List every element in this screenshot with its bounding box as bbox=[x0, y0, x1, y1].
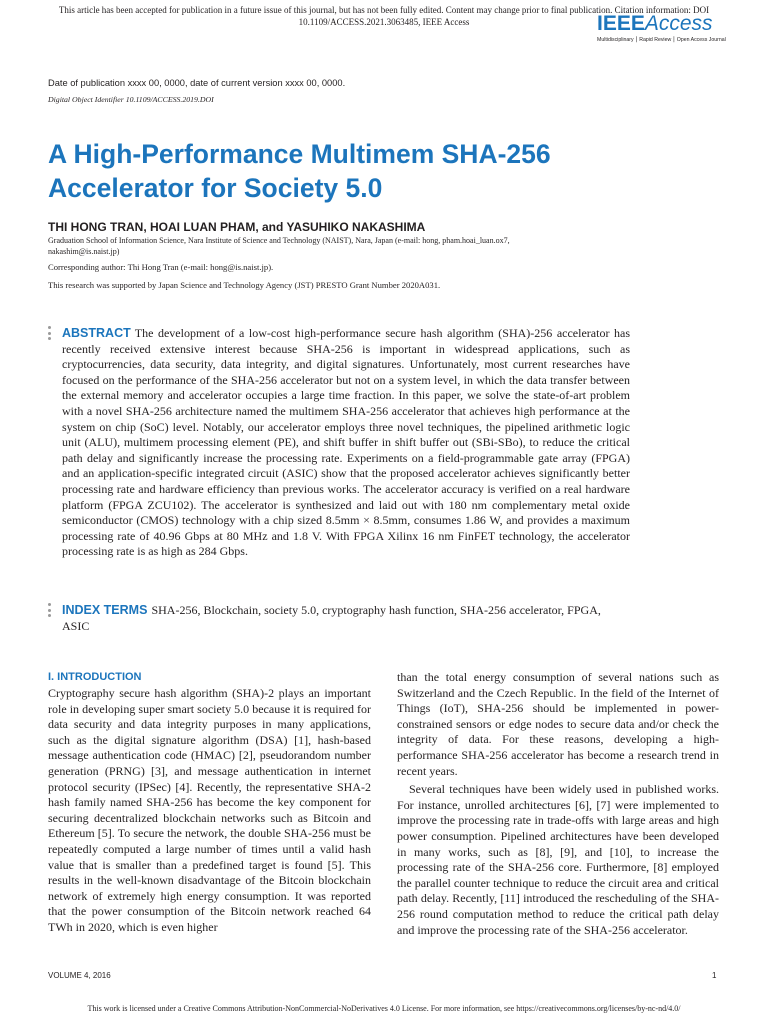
abstract-label: ABSTRACT bbox=[62, 326, 131, 340]
logo-brand-suffix: Access bbox=[644, 12, 713, 35]
funding-note: This research was supported by Japan Science and Technology Agency (JST) PRESTO Grant Number 2020A031. bbox=[48, 280, 441, 290]
index-terms-dots-icon bbox=[48, 603, 52, 620]
ieee-access-logo bbox=[597, 12, 726, 52]
abstract-text: The development of a low-cost high-performance secure hash algorithm (SHA)-256 accelerator has recently received extensive interest because SHA-256 is important in widespread applications, such as cryptocurrencies, data security, data integrity, and digital signatures. Unfortunately, most current researches have focused on the performance of the SHA-256 accelerator but not on a system level, in which the data transfer between the external memory and accelerator occupies a large time fraction. In this paper, we solve the state-of-art problem with a novel SHA-256 architecture named the multimem SHA-256 accelerator that achieves high performance at the system on chip (SoC) level. Notably, our accelerator employs three novel techniques, the pipelined arithmetic logic unit (ALU), multimem processing element (PE), and shift buffer in shift buffer out (SBi-SBo), to reduce the critical path delay and significantly increase the processing rate. Experiments on a field-programmable gate array (FPGA) and an application-specific integrated circuit (ASIC) show that the proposed accelerator achieves significantly better processing rate and hardware efficiency than previous works. The accelerator accuracy is verified on a real hardware platform (FPGA ZCU102). The accelerator is synthesized and laid out with 180 nm complementary metal oxide semiconductor (CMOS) technology with a chip sized 8.5mm × 8.5mm, consumes 1.86 W, and provides a maximum processing rate of 40.96 Gbps at 80 MHz and 1.8 V. With FPGA Xilinx 16 nm FinFET technology, the accelerator processing rate is as high as 284 Gbps. bbox=[62, 326, 630, 559]
author-list: THI HONG TRAN, HOAI LUAN PHAM, and YASUHIKO NAKASHIMA bbox=[48, 220, 426, 234]
logo-tagline: Multidisciplinary ⎮ Rapid Review ⎮ Open Access Journal bbox=[597, 37, 726, 43]
corresponding-author: Corresponding author: Thi Hong Tran (e-mail: hong@is.naist.jp). bbox=[48, 262, 274, 272]
abstract-dots-icon bbox=[48, 326, 52, 343]
intro-paragraph: than the total energy consumption of several nations such as Switzerland and the Czech Republic. In the field of the Internet of Things (IoT), SHA-256 should be implemented in power-constrained sensors or edge nodes to secure data and/or check the integrity of data. For these reasons, developing a high-performance SHA-256 accelerator has become a research trend in recent years. bbox=[397, 670, 719, 778]
paper-title: A High-Performance Multimem SHA-256 Accelerator for Society 5.0 bbox=[48, 139, 551, 203]
logo-brand: IEEE bbox=[597, 12, 645, 35]
publication-notice-line2: 10.1109/ACCESS.2021.3063485, IEEE Access bbox=[298, 17, 470, 27]
affiliation: Graduation School of Information Science, Nara Institute of Science and Technology (NAIST), Nara, Japan (e-mail: hong, pham.hoai_luan.ox7, nakashim@is.naist.jp) bbox=[48, 236, 510, 256]
footer-volume: VOLUME 4, 2016 bbox=[48, 971, 111, 980]
publication-notice-line1: This article has been accepted for publication in a future issue of this journal, but has not been fully edited. Content may change prior to final publication. Citation information: DOI bbox=[58, 5, 710, 15]
doi-line: Digital Object Identifier 10.1109/ACCESS.2019.DOI bbox=[48, 95, 214, 104]
index-terms-text: SHA-256, Blockchain, society 5.0, cryptography hash function, SHA-256 accelerator, FPGA, ASIC bbox=[62, 603, 601, 633]
index-terms-label: INDEX TERMS bbox=[62, 603, 148, 617]
index-terms bbox=[62, 603, 630, 634]
footer-page-number: 1 bbox=[712, 971, 717, 980]
publication-date: Date of publication xxxx 00, 0000, date of current version xxxx 00, 0000. bbox=[48, 78, 346, 88]
intro-paragraph: Several techniques have been widely used in published works. For instance, unrolled architectures [6], [7] were implemented to improve the processing rate in trade-offs with large areas and high power consumption. Pipelined architectures have been developed in many works, such as [8], [9], and [10], to increase the processing rate of the SHA-256 core. Furthermore, [8] employed the parallel counter technique to reduce the circuit area and critical path delay. Recently, [11] introduced the rescheduling of the SHA-256 round computation method to reduce the critical path delay and improve the processing rate of the SHA-256 accelerator. bbox=[397, 782, 719, 937]
abstract bbox=[62, 326, 630, 560]
intro-column-left: Cryptography secure hash algorithm (SHA)-2 plays an important role in developing super smart society 5.0 because it is required for data security and data integrity purposes in many applications, such as the digital signature algorithm (DSA) [1], hash-based message authentication code (HMAC) [2], pseudorandom number generation (PRNG) [3], and message authentication in internet protocol security (IPSec) [4]. Recently, the representative SHA-2 hash family named SHA-256 has become the key component for securing decentralized blockchain networks such as Bitcoin and Ethereum [5]. To secure the network, the double SHA-256 must be repeatedly computed a large number of times until a valid hash value that is smaller than a predefined target is found [5]. This results in the well-known disadvantage of the Bitcoin blockchain network of extremely high energy consumption. It was reported that the power consumption of the Bitcoin network reached 64 TWh in 2020, which is even higher bbox=[48, 686, 371, 934]
license-notice: This work is licensed under a Creative Commons Attribution-NonCommercial-NoDerivatives 4.0 License. For more information, see https://creativecommons.org/licenses/by-nc-nd/4.0/ bbox=[87, 1004, 681, 1013]
intro-column-right bbox=[397, 670, 719, 938]
section-heading-introduction: I. INTRODUCTION bbox=[48, 671, 142, 683]
